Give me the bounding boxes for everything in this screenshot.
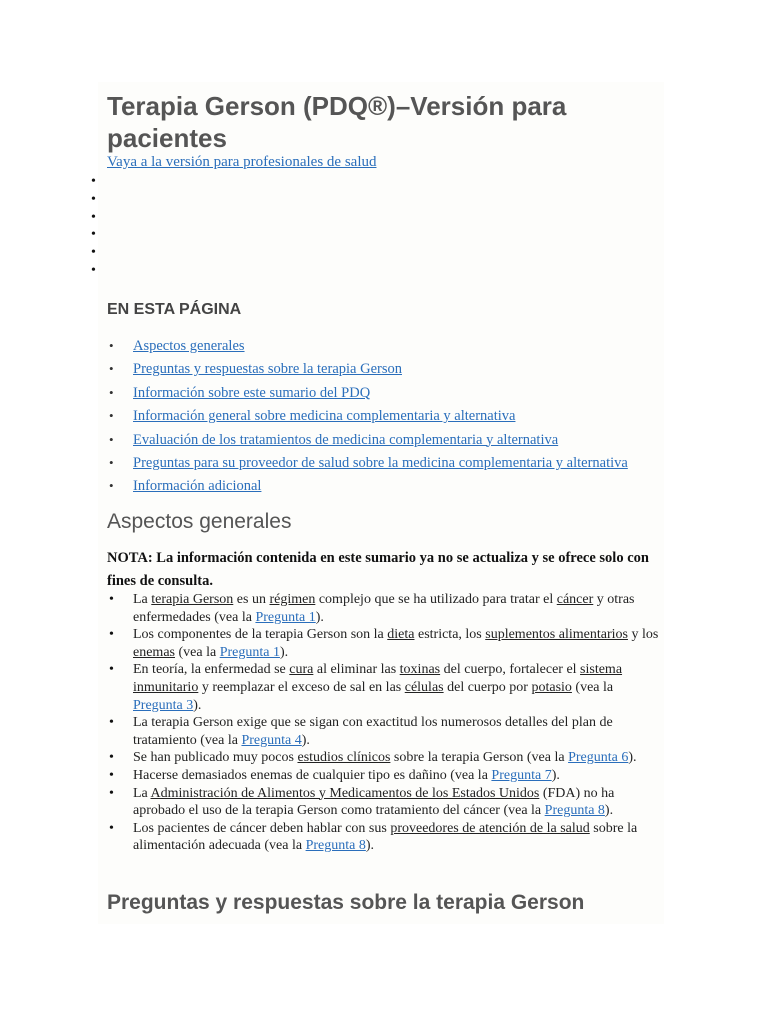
bullet-text: ). [279, 644, 289, 660]
bullet-text: es un [233, 592, 270, 607]
question-link[interactable]: Pregunta 3 [133, 697, 194, 713]
bullet-text: y reemplazar el exceso de sal en las [198, 679, 405, 695]
glossary-term[interactable]: potasio [531, 679, 572, 695]
bullet-text: La [133, 592, 152, 607]
bullet-text: La terapia Gerson exige que se sigan con exactitud los numerosos detalles del plan de tratamiento (vea la [133, 715, 613, 748]
empty-bullet-list [91, 173, 96, 280]
question-link[interactable]: Pregunta 4 [241, 732, 302, 748]
bullet-text: sobre la terapia Gerson (vea la [390, 750, 569, 766]
bullet-text: del cuerpo por [443, 679, 532, 695]
glossary-term[interactable]: dieta [387, 627, 415, 643]
on-this-page-nav [107, 336, 628, 500]
section-heading-preguntas-respuestas: Preguntas y respuestas sobre la terapia Gerson [107, 891, 585, 914]
empty-bullet [91, 209, 96, 227]
overview-bullet [107, 785, 663, 820]
overview-bullet [107, 714, 663, 749]
toc-item [107, 430, 628, 453]
bullet-text: Se han publicado muy pocos [133, 750, 298, 766]
empty-bullet [91, 262, 96, 280]
question-link[interactable]: Pregunta 8 [544, 803, 605, 819]
overview-bullet [107, 767, 663, 785]
empty-bullet [91, 173, 96, 191]
toc-item [107, 336, 628, 359]
empty-bullet [91, 226, 96, 244]
bullet-text: ). [301, 732, 310, 748]
glossary-term[interactable]: proveedores de atención de la salud [390, 820, 590, 836]
question-link[interactable]: Pregunta 6 [568, 750, 629, 766]
health-professional-version-link[interactable]: Vaya a la versión para profesionales de salud [107, 154, 377, 170]
toc-item [107, 406, 628, 429]
empty-bullet [91, 244, 96, 262]
overview-bullet-list [107, 591, 663, 855]
bullet-text: Los pacientes de cáncer deben hablar con sus [133, 820, 391, 836]
glossary-term[interactable]: sistema inmunitario [133, 662, 623, 695]
bullet-text: complejo que se ha utilizado para tratar el [315, 592, 557, 607]
toc-item [107, 383, 628, 406]
bullet-text: y los [627, 627, 659, 643]
glossary-term[interactable]: células [404, 679, 444, 695]
glossary-term[interactable]: estudios clínicos [297, 750, 391, 766]
glossary-term[interactable]: terapia Gerson [151, 592, 234, 607]
question-link[interactable]: Pregunta 1 [255, 609, 316, 625]
bullet-text: ). [315, 609, 324, 625]
toc-link-informacion-adicional[interactable]: Información adicional [133, 478, 262, 495]
question-link[interactable]: Pregunta 7 [491, 767, 552, 783]
toc-item [107, 453, 628, 476]
toc-item [107, 359, 628, 382]
note-text: NOTA: La información contenida en este sumario ya no se actualiza y se ofrece solo con fines de consulta. [107, 550, 649, 589]
bullet-text: (vea la [571, 679, 614, 695]
section-heading-aspectos-generales: Aspectos generales [107, 510, 292, 533]
bullet-text: estricta, los [414, 627, 486, 643]
glossary-term[interactable]: suplementos alimentarios [485, 627, 628, 643]
toc-link-informacion-sumario[interactable]: Información sobre este sumario del PDQ [133, 384, 371, 401]
bullet-text: (vea la [174, 644, 220, 660]
question-link[interactable]: Pregunta 1 [219, 644, 280, 660]
question-link[interactable]: Pregunta 8 [305, 838, 366, 854]
glossary-term[interactable]: régimen [269, 592, 316, 607]
bullet-text: ). [365, 838, 375, 854]
glossary-term[interactable]: cáncer [556, 592, 594, 607]
overview-bullet [107, 749, 663, 767]
toc-link-preguntas-proveedor[interactable]: Preguntas para su proveedor de salud sobre la medicina complementaria y alternativa [133, 454, 628, 471]
page-title: Terapia Gerson (PDQ®)–Versión para pacientes [107, 91, 567, 153]
overview-bullet [107, 591, 663, 626]
toc-link-evaluacion-tratamientos[interactable]: Evaluación de los tratamientos de medicina complementaria y alternativa [133, 431, 559, 448]
bullet-text: Hacerse demasiados enemas de cualquier tipo es dañino (vea la [133, 767, 492, 783]
bullet-text: sobre la alimentación adecuada (vea la [133, 820, 638, 854]
overview-bullet [107, 820, 663, 855]
glossary-term[interactable]: cura [289, 662, 314, 678]
bullet-text: La [133, 785, 151, 801]
empty-bullet [91, 191, 96, 209]
toc-item [107, 476, 628, 499]
bullet-text: ). [551, 767, 560, 783]
bullet-text: ). [604, 803, 614, 819]
glossary-term[interactable]: Administración de Alimentos y Medicamentos de los Estados Unidos [150, 785, 540, 801]
glossary-term[interactable]: enemas [133, 644, 175, 660]
on-this-page-heading: EN ESTA PÁGINA [107, 301, 242, 318]
bullet-text: (FDA) no ha aprobado el uso de la terapia Gerson como tratamiento del cáncer (vea la [133, 785, 615, 819]
bullet-text: Los componentes de la terapia Gerson son la [133, 627, 388, 643]
bullet-text: al eliminar las [313, 662, 400, 678]
toc-link-preguntas-respuestas[interactable]: Preguntas y respuestas sobre la terapia Gerson [133, 361, 402, 378]
bullet-text: ). [628, 750, 637, 766]
glossary-term[interactable]: toxinas [399, 662, 441, 678]
overview-bullet [107, 661, 663, 714]
bullet-text: del cuerpo, fortalecer el [440, 662, 581, 678]
toc-link-aspectos-generales[interactable]: Aspectos generales [133, 338, 245, 354]
toc-link-informacion-general-mca[interactable]: Información general sobre medicina complementaria y alternativa [133, 408, 516, 425]
bullet-text: y otras enfermedades (vea la [133, 592, 635, 625]
overview-bullet [107, 626, 663, 661]
bullet-text: ). [193, 697, 202, 713]
bullet-text: En teoría, la enfermedad se [133, 662, 290, 678]
